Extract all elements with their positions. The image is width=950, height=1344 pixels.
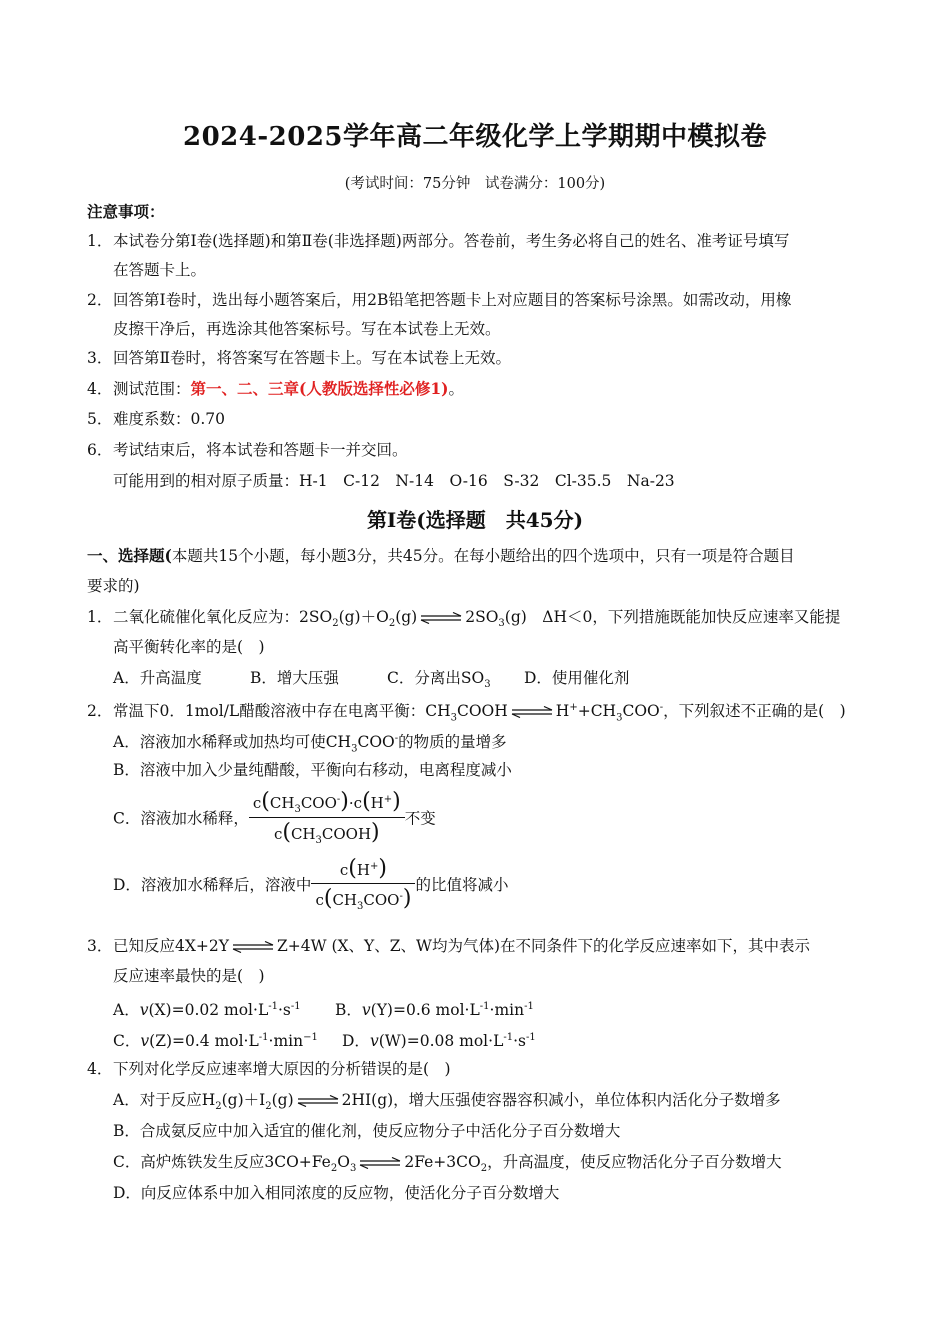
section-intro-cont: 要求的) xyxy=(87,577,140,595)
fraction-c: $\frac{c(CH_3COO^-)\cdot c(H^+)}{c(CH_3COOH)}$ xyxy=(249,789,405,846)
q4-option-d[interactable]: D．向反应体系中加入相同浓度的反应物，使活化分子百分数增大 xyxy=(113,1184,560,1202)
exam-title: 2024-2025学年高二年级化学上学期期中模拟卷 xyxy=(182,122,768,152)
atomic-mass-line: 可能用到的相对原子质量：H-1 C-12 N-14 O-16 S-32 Cl-35.5 Na-23 xyxy=(113,472,675,490)
q3-option-b[interactable]: B．v(Y)=0.6 $mol\cdot L^{-1}\cdot\min^{-1}$ xyxy=(335,1001,534,1020)
q4-option-a[interactable]: A．对于反应$H_2(g)+I_2(g)$ 2HI(g)，增大压强使容器容积减小，单位体积内活化分子数增多 xyxy=(113,1091,781,1113)
q3-option-a[interactable]: A．v(X)=0.02 $mol\cdot L^{-1}\cdot s^{-1}$ xyxy=(113,1001,301,1020)
note-1-cont: 在答题卡上。 xyxy=(113,261,207,279)
note-6: 6．考试结束后，将本试卷和答题卡一并交回。 xyxy=(87,441,408,459)
exam-subtitle: (考试时间：75分钟 试卷满分：100分) xyxy=(344,176,606,192)
q2-option-b[interactable]: B．溶液中加入少量纯醋酸，平衡向右移动，电离程度减小 xyxy=(113,761,512,779)
q3-option-d[interactable]: D．v(W)=0.08 $mol\cdot L^{-1}\cdot s^{-1}$ xyxy=(342,1032,536,1051)
q2-option-c[interactable]: C．溶液加水稀释， $\frac{c(CH_3COO^-)\cdot c(H^+)}{c(CH_3COOH)}$ 不变 xyxy=(113,789,436,846)
equilibrium-arrow-icon xyxy=(358,1157,402,1169)
question-3-options-ab xyxy=(113,996,534,1021)
q4-option-c[interactable]: C．高炉炼铁发生反应$3CO+Fe_2O_3$ $2Fe+3CO_2$，升高温度，使反应物活化分子百分数增大 xyxy=(113,1153,782,1175)
note-3: 3．回答第Ⅱ卷时，将答案写在答题卡上。写在本试卷上无效。 xyxy=(87,349,512,367)
question-1-options xyxy=(113,667,629,696)
test-scope: 第一、二、三章(人教版选择性必修1) xyxy=(190,379,449,398)
q1-option-c[interactable]: C．分离出$SO_3$ xyxy=(387,669,491,691)
question-3-cont: 反应速率最快的是( ) xyxy=(113,967,265,985)
note-1: 1．本试卷分第Ⅰ卷(选择题)和第Ⅱ卷(非选择题)两部分。答卷前，考生务必将自己的姓名、准考证号填写 xyxy=(87,232,790,250)
notes-heading: 注意事项： xyxy=(87,202,165,221)
equilibrium-arrow-icon xyxy=(231,941,275,953)
note-2: 2．回答第Ⅰ卷时，选出每小题答案后，用2B铅笔把答题卡上对应题目的答案标号涂黑。如需改动，用橡 xyxy=(87,291,792,309)
question-4: 4．下列对化学反应速率增大原因的分析错误的是( ) xyxy=(87,1060,451,1078)
fraction-d: $\frac{c(H^+)}{c(CH_3COO^-)}$ xyxy=(311,856,415,912)
q4-option-b[interactable]: B．合成氨反应中加入适宜的催化剂，使反应物分子中活化分子百分数增大 xyxy=(113,1122,621,1140)
question-3-options-cd xyxy=(113,1027,536,1052)
q1-option-b[interactable]: B．增大压强 xyxy=(250,669,339,687)
note-4: 4．测试范围：第一、二、三章(人教版选择性必修1)。 xyxy=(87,379,464,398)
question-1: 1．二氧化硫催化氧化反应为：$2SO_2(g)+O_2(g)$ $2SO_3(g)$ ΔH＜0，下列措施既能加快反应速率又能提 xyxy=(87,608,841,630)
q1-option-a[interactable]: A．升高温度 xyxy=(113,669,202,687)
question-2: 2．常温下0．1mol/L醋酸溶液中存在电离平衡：$CH_3COOH$ $H^++CH_3COO^-$，下列叙述不正确的是( ) xyxy=(87,702,846,724)
q2-option-d[interactable]: D．溶液加水稀释后，溶液中 $\frac{c(H^+)}{c(CH_3COO^-)}$ 的比值将减小 xyxy=(113,856,509,912)
equilibrium-arrow-icon xyxy=(419,612,463,624)
q3-option-c[interactable]: C．v(Z)=0.4 $mol\cdot L^{-1}\cdot\min^{-1}$ xyxy=(113,1032,318,1051)
q1-option-d[interactable]: D．使用催化剂 xyxy=(524,669,630,687)
equilibrium-arrow-icon xyxy=(296,1095,340,1107)
question-3: 3．已知反应4X+2Y Z+4W (X、Y、Z、W均为气体)在不同条件下的化学反应速率如下，其中表示 xyxy=(87,937,811,955)
note-5: 5．难度系数：0.70 xyxy=(87,410,226,428)
q2-option-a[interactable]: A．溶液加水稀释或加热均可使$CH_3COO^-$的物质的量增多 xyxy=(113,733,507,755)
equilibrium-arrow-icon xyxy=(510,706,554,718)
note-2-cont: 皮擦干净后，再选涂其他答案标号。写在本试卷上无效。 xyxy=(113,320,501,338)
section-intro: 一、选择题(本题共15个小题，每小题3分，共45分。在每小题给出的四个选项中，只有一项是符合题目 xyxy=(87,546,795,565)
section-title: 第Ⅰ卷(选择题 共45分) xyxy=(366,508,584,532)
question-1-cont: 高平衡转化率的是( ) xyxy=(113,638,265,656)
